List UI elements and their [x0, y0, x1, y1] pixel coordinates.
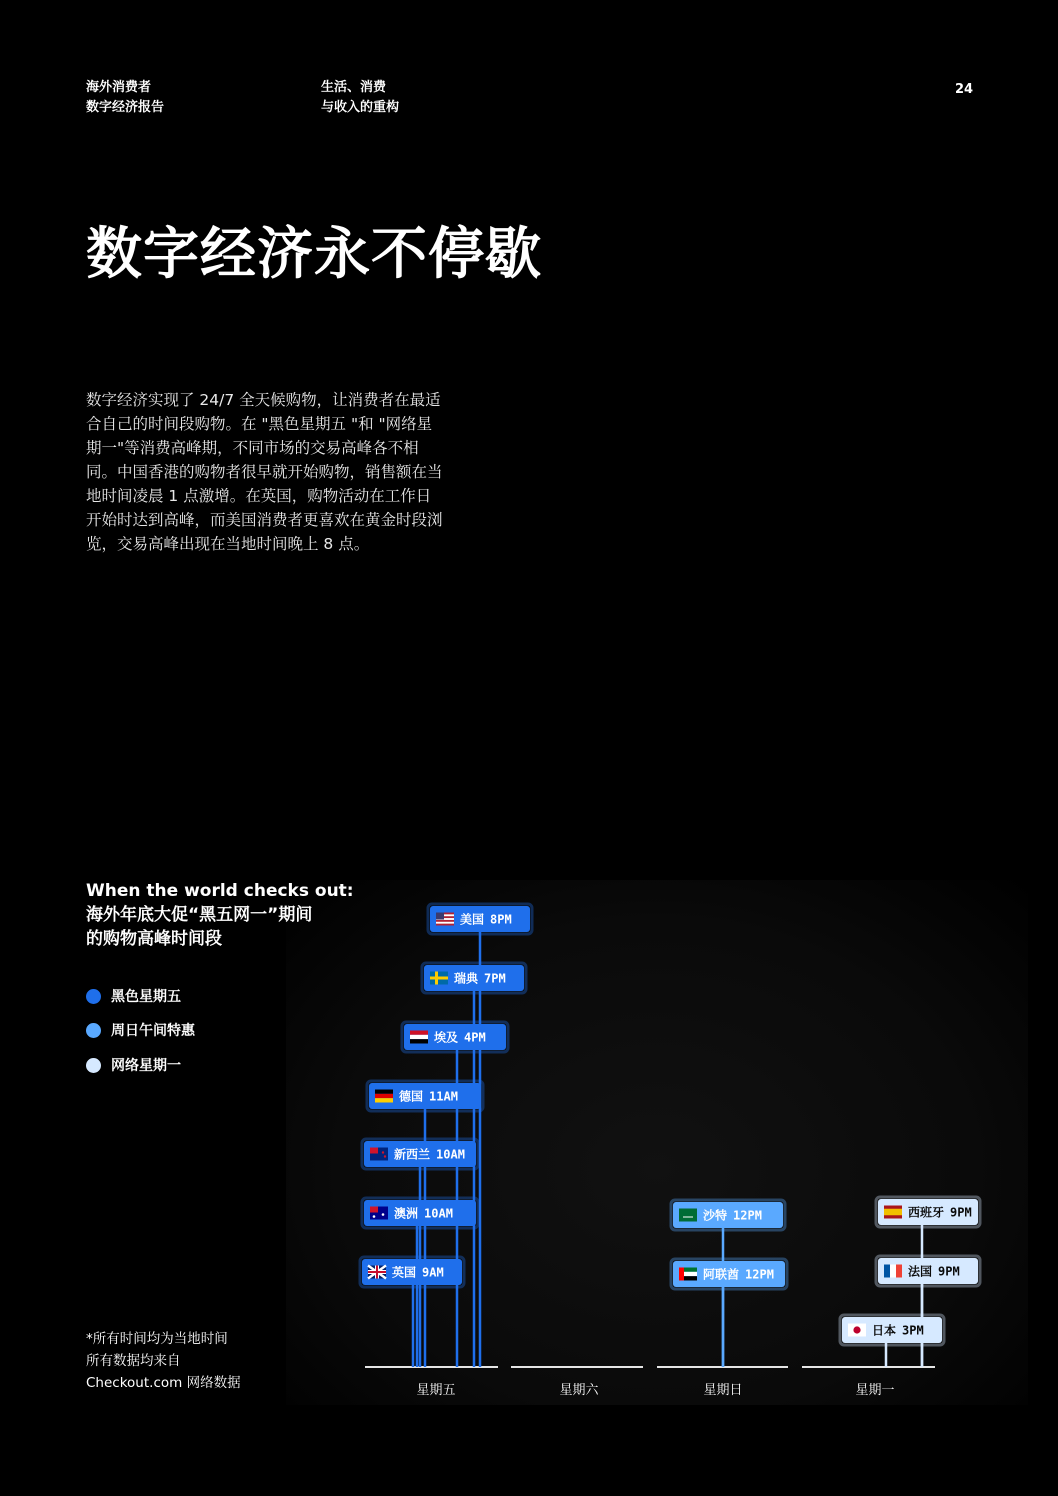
flag-part	[375, 1094, 393, 1098]
peak-tag-au	[362, 1198, 478, 1228]
peak-time: 12PM	[733, 1208, 762, 1223]
peak-tag-sa	[671, 1200, 785, 1230]
page-title: 数字经济永不停歇	[86, 222, 542, 287]
peak-tag-label	[908, 1205, 972, 1220]
peak-tag-label	[394, 1147, 465, 1162]
peak-time: 4PM	[464, 1030, 486, 1045]
legend-label: 网络星期一	[111, 1058, 181, 1074]
peak-country: 西班牙	[908, 1205, 945, 1220]
flag-part	[384, 1155, 386, 1157]
flag-part	[436, 924, 454, 926]
peak-tag-eg	[402, 1022, 508, 1052]
legend-label: 周日午间特惠	[111, 1023, 195, 1039]
flag-part	[410, 1039, 428, 1043]
peak-time: 12PM	[745, 1267, 774, 1282]
peak-country: 沙特	[703, 1208, 728, 1223]
report-title-line1: 海外消费者	[86, 80, 152, 95]
peak-tag-ae	[671, 1259, 787, 1289]
flag-part	[430, 977, 448, 980]
chart-title-line3: 的购物高峰时间段	[86, 929, 222, 949]
flag-part	[373, 1215, 376, 1218]
flag-part	[375, 1098, 393, 1102]
footnote-line1: *所有时间均为当地时间	[86, 1331, 228, 1347]
flag-part	[368, 1271, 386, 1273]
peak-time: 8PM	[490, 912, 512, 927]
peak-time: 11AM	[429, 1089, 458, 1104]
page-number: 24	[955, 82, 974, 97]
chart-title-line1: When the world checks out:	[86, 881, 354, 901]
peak-country: 日本	[872, 1323, 897, 1338]
intro-paragraph: 数字经济实现了 24/7 全天候购物，让消费者在最适合自己的时间段购物。在 "黑色星期五 "和 "网络星期一"等消费高峰期，不同市场的交易高峰各不相同。中国香港的购物者很早就开始购物，销售额在当地时间凌晨 1 点激增。在英国，购物活动在工作日开始时达到高峰，而美国消费者更喜欢在黄金时段浏览，交易高峰出现在当地时间晚上 8 点。	[86, 391, 443, 553]
peak-country: 英国	[392, 1265, 417, 1280]
flag-part	[382, 1151, 384, 1153]
flag-part	[683, 1217, 693, 1218]
peak-country: 德国	[399, 1089, 424, 1104]
flag-part	[853, 1326, 860, 1333]
peak-country: 瑞典	[454, 971, 479, 986]
flag-part	[382, 1213, 385, 1216]
report-title-line2: 数字经济报告	[86, 100, 165, 115]
peak-country: 埃及	[434, 1030, 459, 1045]
peak-tag-label	[394, 1206, 453, 1221]
peak-time: 9AM	[422, 1265, 444, 1280]
peak-tag-gb	[360, 1257, 464, 1287]
peak-tag-fr	[876, 1256, 980, 1286]
peak-time: 10AM	[424, 1206, 453, 1221]
section-title-line1: 生活、消费	[321, 80, 387, 95]
peak-tag-label	[703, 1208, 762, 1223]
peak-country: 法国	[908, 1264, 933, 1279]
peak-country: 新西兰	[394, 1147, 431, 1162]
flag-sa-icon	[679, 1209, 697, 1222]
footnote-line3: Checkout.com 网络数据	[86, 1375, 241, 1391]
peak-country: 美国	[460, 912, 485, 927]
peak-tag-nz	[362, 1139, 478, 1169]
flag-part	[370, 1148, 378, 1154]
flag-part	[896, 1265, 902, 1278]
footnote-line2: 所有数据均来自	[86, 1353, 181, 1369]
chart-title-line2: 海外年底大促“黑五网一”期间	[86, 905, 313, 925]
peak-country: 阿联酋	[703, 1267, 740, 1282]
peak-country: 澳洲	[394, 1206, 419, 1221]
flag-part	[436, 913, 444, 920]
flag-part	[370, 1207, 378, 1213]
section-title-line2: 与收入的重构	[321, 100, 400, 115]
day-label: 星期五	[416, 1383, 456, 1398]
peak-time: 9PM	[950, 1205, 972, 1220]
day-label: 星期一	[855, 1383, 895, 1398]
flag-eg-icon	[410, 1031, 428, 1035]
peak-tag-se	[422, 963, 526, 993]
peak-tag-label	[703, 1267, 774, 1282]
peak-tag-es	[876, 1197, 980, 1227]
peak-time: 9PM	[938, 1264, 960, 1279]
day-label: 星期日	[703, 1383, 743, 1398]
flag-part	[890, 1265, 896, 1278]
peak-tag-de	[367, 1081, 483, 1111]
peak-time: 10AM	[436, 1147, 465, 1162]
peak-tag-label	[399, 1089, 458, 1104]
flag-part	[410, 1035, 428, 1039]
legend-label: 黑色星期五	[111, 989, 181, 1005]
flag-fr-icon	[884, 1265, 890, 1278]
flag-part	[679, 1268, 684, 1281]
peak-time: 7PM	[484, 971, 506, 986]
peak-tag-jp	[840, 1315, 944, 1345]
flag-part	[436, 920, 454, 922]
flag-part	[884, 1209, 902, 1216]
peak-tag-us	[428, 904, 532, 934]
day-label: 星期六	[559, 1383, 599, 1398]
peak-time: 3PM	[902, 1323, 924, 1338]
flag-de-icon	[375, 1090, 393, 1094]
